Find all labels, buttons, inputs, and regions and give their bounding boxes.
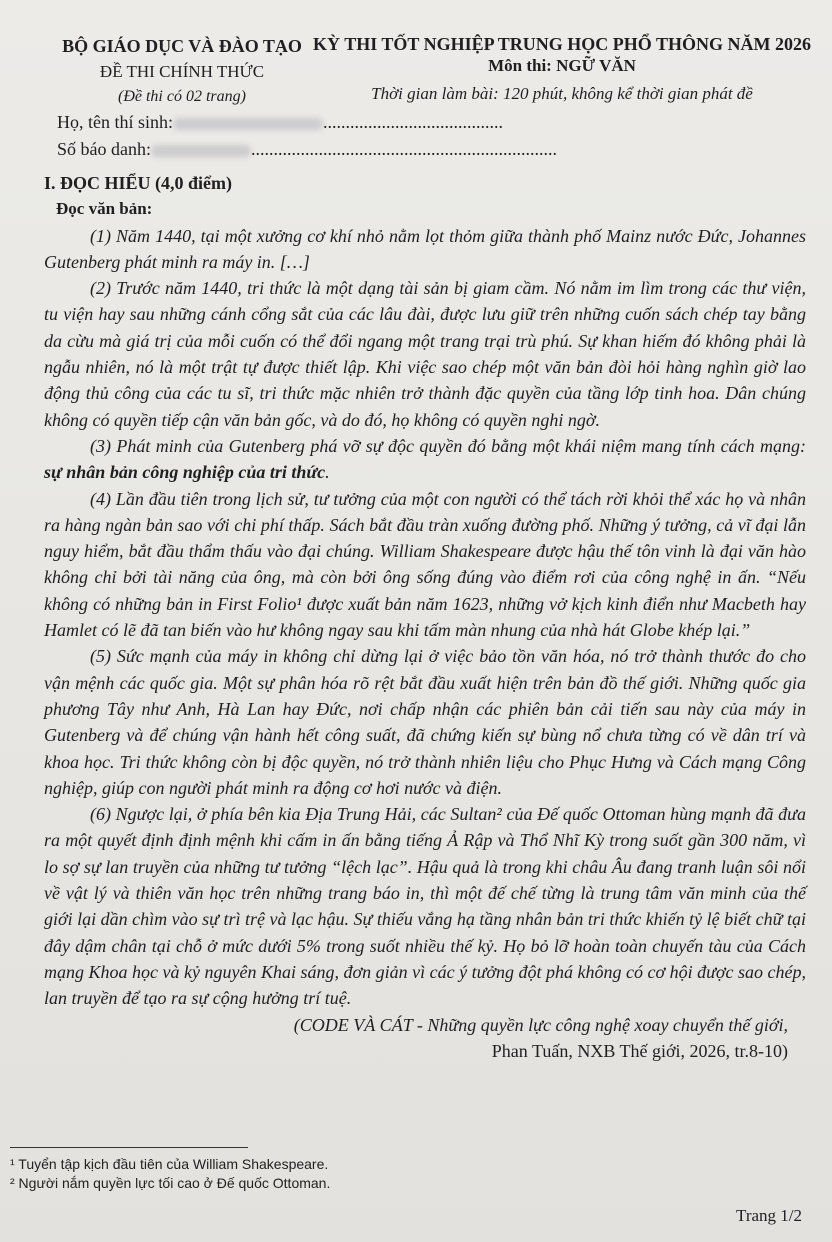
paragraph-3-end: . xyxy=(325,462,330,483)
candidate-id-line xyxy=(57,139,557,160)
ministry-name: BỘ GIÁO DỤC VÀ ĐÀO TẠO xyxy=(62,36,302,56)
subject-label: Môn thi: NGỮ VĂN xyxy=(488,56,636,75)
candidate-name-line xyxy=(57,112,503,133)
paragraph-3-bold: sự nhân bản công nghiệp của tri thức xyxy=(44,462,326,483)
name-dots: ........................................ xyxy=(323,112,503,132)
footnotes xyxy=(10,1155,330,1193)
official-label: ĐỀ THI CHÍNH THỨC xyxy=(99,62,265,81)
footnote-2: ² Người nắm quyền lực tối cao ở Đế quốc Ottoman. xyxy=(10,1175,331,1191)
candidate-id-label: Số báo danh: xyxy=(57,139,151,159)
header-left xyxy=(52,34,312,109)
header-right xyxy=(312,33,812,105)
page-number: Trang 1/2 xyxy=(736,1206,802,1225)
source-line-2: Phan Tuấn, NXB Thế giới, 2026, tr.8-10) xyxy=(491,1040,788,1061)
reading-section xyxy=(44,170,806,1064)
paragraph-2: (2) Trước năm 1440, tri thức là một dạng tài sản bị giam cầm. Nó nằm im lìm trong các thư viện, tu viện hay sau những cánh cổng sắt của các lâu đài, được lưu giữ trên những cuốn sách chép tay bằng da cừu mà giá trị của mỗi cuốn có thể đổi ngang một trang trại trù phú. Sự khan hiếm đó không phải là ngẫu nhiên, nó là một trật tự được thiết lập. Khi việc sao chép một văn bản đòi hỏi hàng nghìn giờ lao động thủ công của các tu sĩ, tri thức mặc nhiên trở thành đặc quyền của tầng lớp tinh hoa. Dân chúng không có quyền tiếp cận văn bản gốc, và do đó, họ không có quyền nghi ngờ. xyxy=(44,278,806,430)
section-title: I. ĐỌC HIỂU (4,0 điểm) xyxy=(44,173,232,193)
id-dots: .................................................................... xyxy=(251,139,557,159)
time-note: Thời gian làm bài: 120 phút, không kể thời gian phát đề xyxy=(371,84,753,103)
candidate-name-label: Họ, tên thí sinh: xyxy=(57,112,173,132)
exam-title: KỲ THI TỐT NGHIỆP TRUNG HỌC PHỔ THÔNG NĂM 2026 xyxy=(313,34,811,54)
source-line-1: (CODE VÀ CÁT - Những quyền lực công nghệ xoay chuyển thế giới, xyxy=(293,1014,788,1035)
paragraph-5: (5) Sức mạnh của máy in không chỉ dừng lại ở việc bảo tồn văn hóa, nó trở thành thước đo cho vận mệnh các quốc gia. Một sự phân hóa rõ rệt bắt đầu xuất hiện trên bản đồ thế giới. Những quốc gia phương Tây như Anh, Hà Lan hay Đức, nơi chấp nhận các phiên bản cải tiến sau này của máy in Gutenberg và để chúng vận hành hết công suất, đã chứng kiến sự bùng nổ chưa từng có về dân trí và khoa học. Tri thức không còn bị độc quyền, nó trở thành nhiên liệu cho Phục Hưng và Cách mạng Công nghiệp, giúp con người phát minh ra động cơ hơi nước và điện. xyxy=(44,646,806,798)
paragraph-3-text: (3) Phát minh của Gutenberg phá vỡ sự độc quyền đó bằng một khái niệm mang tính cách mạng: xyxy=(90,435,806,456)
paragraph-6: (6) Ngược lại, ở phía bên kia Địa Trung Hải, các Sultan² của Đế quốc Ottoman hùng mạnh đã đưa ra một quyết định định mệnh khi cấm in ấn bằng tiếng Ả Rập và Thổ Nhĩ Kỳ trong suốt gần 300 năm, vì lo sợ sự lan truyền của những tư tưởng “lệch lạc”. Hậu quả là trong khi châu Âu đang tranh luận sôi nổi về vật lý và thiên văn học trên những trang báo in, thì một đế chế từng là trung tâm văn minh của thế giới lại dần chìm vào sự trì trệ và lạc hậu. Sự thiếu vắng hạ tầng nhân bản tri thức khiến tỷ lệ biết chữ tại đây dậm chân tại chỗ ở mức dưới 5% trong suốt nhiều thế kỷ. Họ bỏ lỡ hoàn toàn chuyến tàu của Cách mạng Khoa học và kỷ nguyên Khai sáng, đơn giản vì các ý tưởng đột phá không có cơ hội được sao chép, lan truyền để tạo ra sự cộng hưởng trí tuệ. xyxy=(44,804,806,1009)
footnote-1: ¹ Tuyển tập kịch đầu tiên của William Shakespeare. xyxy=(10,1156,329,1172)
redacted-id xyxy=(151,145,251,157)
paragraph-3 xyxy=(44,433,806,486)
paragraph-4: (4) Lần đầu tiên trong lịch sử, tư tưởng của một con người có thể tách rời khỏi thể xác họ và nhân ra hàng ngàn bản sao với chi phí thấp. Sách bắt đầu tràn xuống đường phố. Những ý tưởng, cả vĩ đại lẫn nguy hiểm, bắt đầu thẩm thấu vào đại chúng. William Shakespeare được hậu thế tôn vinh là đại văn hào không chỉ bởi tài năng của ông, mà còn bởi ông sống đúng vào điểm rơi của công nghệ in ấn. “Nếu không có những bản in First Folio¹ được xuất bản năm 1623, những vở kịch kinh điển như Macbeth hay Hamlet có lẽ đã tan biến vào hư không ngay sau khi tấm màn nhung của nhà hát Globe khép lại.” xyxy=(44,488,806,641)
footnote-divider xyxy=(10,1147,248,1148)
read-label: Đọc văn bản: xyxy=(56,199,153,219)
paragraph-1: (1) Năm 1440, tại một xưởng cơ khí nhỏ nằm lọt thỏm giữa thành phố Mainz nước Đức, Johannes Gutenberg phát minh ra máy in. […] xyxy=(44,225,806,272)
pages-note: (Đề thi có 02 trang) xyxy=(118,88,246,105)
redacted-name xyxy=(173,118,323,130)
